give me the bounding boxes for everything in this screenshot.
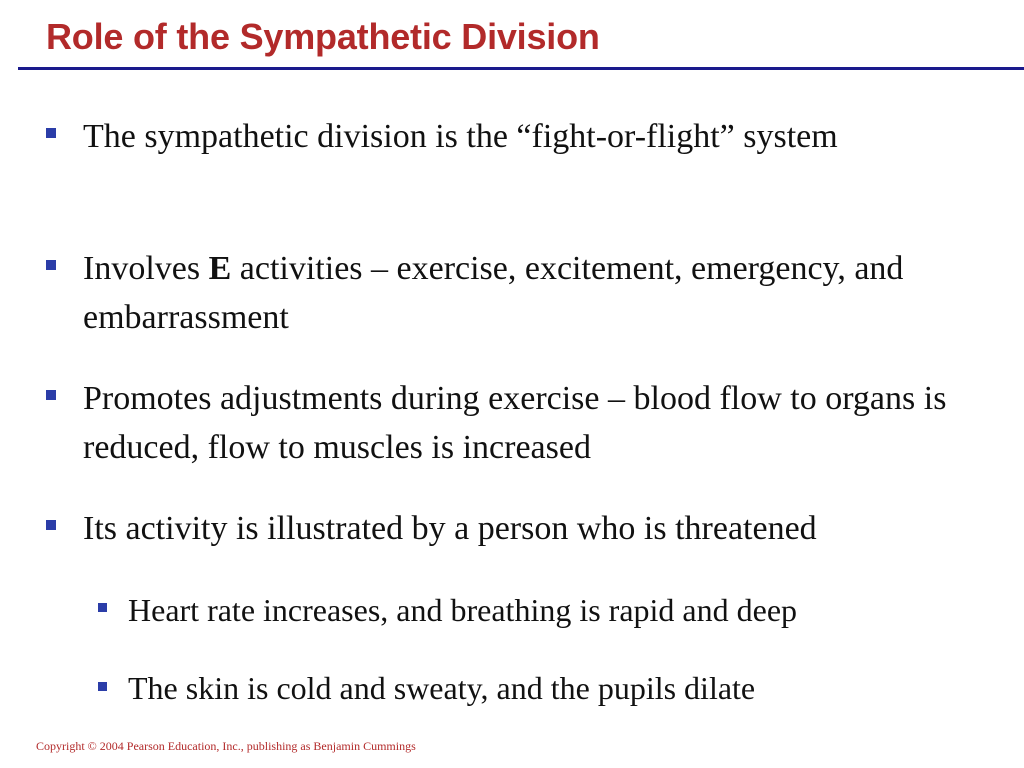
bullet-item: Its activity is illustrated by a person who is threatened xyxy=(83,510,817,547)
bullet-text-part: Involves xyxy=(83,250,209,287)
bullet-item: The sympathetic division is the “fight-or-flight” system xyxy=(83,118,838,155)
bullet-text-part: activities – exercise, excitement, emergency, and embarrassment xyxy=(83,250,904,336)
bullet-text-bold: E xyxy=(208,250,232,287)
sub-bullet-item: The skin is cold and sweaty, and the pupils dilate xyxy=(128,670,756,706)
square-bullet-icon xyxy=(46,128,56,138)
slide-title: Role of the Sympathetic Division xyxy=(46,16,600,57)
copyright-notice: Copyright © 2004 Pearson Education, Inc., publishing as Benjamin Cummings xyxy=(36,739,416,753)
sub-bullet-item: Heart rate increases, and breathing is rapid and deep xyxy=(128,592,798,628)
square-bullet-icon xyxy=(46,390,56,400)
bullet-item xyxy=(83,244,1008,342)
square-bullet-icon xyxy=(98,603,107,612)
title-underline xyxy=(18,67,1024,70)
bullet-item: Promotes adjustments during exercise – blood flow to organs is reduced, flow to muscles is increased xyxy=(83,380,947,466)
square-bullet-icon xyxy=(98,682,107,691)
square-bullet-icon xyxy=(46,520,56,530)
square-bullet-icon xyxy=(46,260,56,270)
